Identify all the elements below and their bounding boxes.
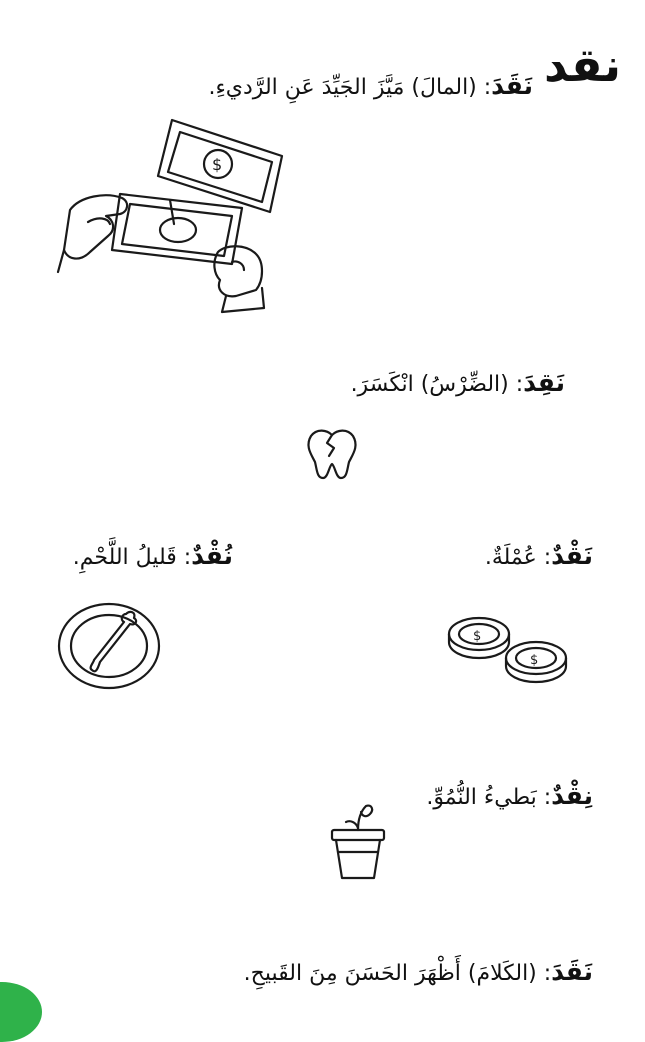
- sprout-pot-illustration: [328, 800, 388, 884]
- entry-3: [485, 540, 593, 573]
- svg-text:$: $: [212, 155, 223, 174]
- green-corner-shape: [0, 982, 42, 1042]
- bone-plate-illustration: [54, 600, 164, 692]
- entry-definition: قَليلُ اللَّحْمِ.: [72, 545, 177, 570]
- entry-5: [426, 780, 593, 813]
- entry-term: نِقْدٌ: [551, 781, 593, 810]
- entry-separator: :: [536, 785, 552, 810]
- page-title: نقد: [544, 38, 621, 92]
- entry-definition: بَطيءُ النُّمُوِّ.: [426, 785, 537, 810]
- entry-term: نَقْدٌ: [551, 541, 593, 570]
- money-exchange-illustration: [50, 112, 290, 317]
- entry-separator: :: [476, 75, 492, 100]
- svg-text:$: $: [473, 629, 482, 644]
- entry-term: نُقْدٌ: [191, 541, 233, 570]
- entry-term: نَقَدَ: [551, 957, 593, 986]
- entry-term: نَقِدَ: [523, 368, 565, 397]
- entry-definition: (الضِّرْسُ) انْكَسَرَ.: [350, 372, 509, 397]
- entry-term: نَقَدَ: [491, 71, 533, 100]
- entry-separator: :: [508, 372, 524, 397]
- svg-text:$: $: [530, 653, 539, 668]
- entry-separator: :: [536, 961, 552, 986]
- entry-definition: (الكَلامَ) أَظْهَرَ الحَسَنَ مِنَ القَبيحِ.: [243, 961, 537, 986]
- broken-tooth-illustration: [303, 426, 361, 482]
- entry-4: [73, 540, 233, 573]
- entry-1: [208, 70, 533, 103]
- entry-separator: :: [176, 545, 192, 570]
- entry-6: [244, 956, 593, 989]
- entry-2: [351, 367, 565, 400]
- coins-illustration: [444, 610, 574, 690]
- entry-separator: :: [536, 545, 552, 570]
- entry-definition: عُمْلَةٌ.: [484, 545, 537, 570]
- entry-definition: (المالَ) مَيَّزَ الجَيِّدَ عَنِ الرَّديءِ.: [208, 75, 477, 100]
